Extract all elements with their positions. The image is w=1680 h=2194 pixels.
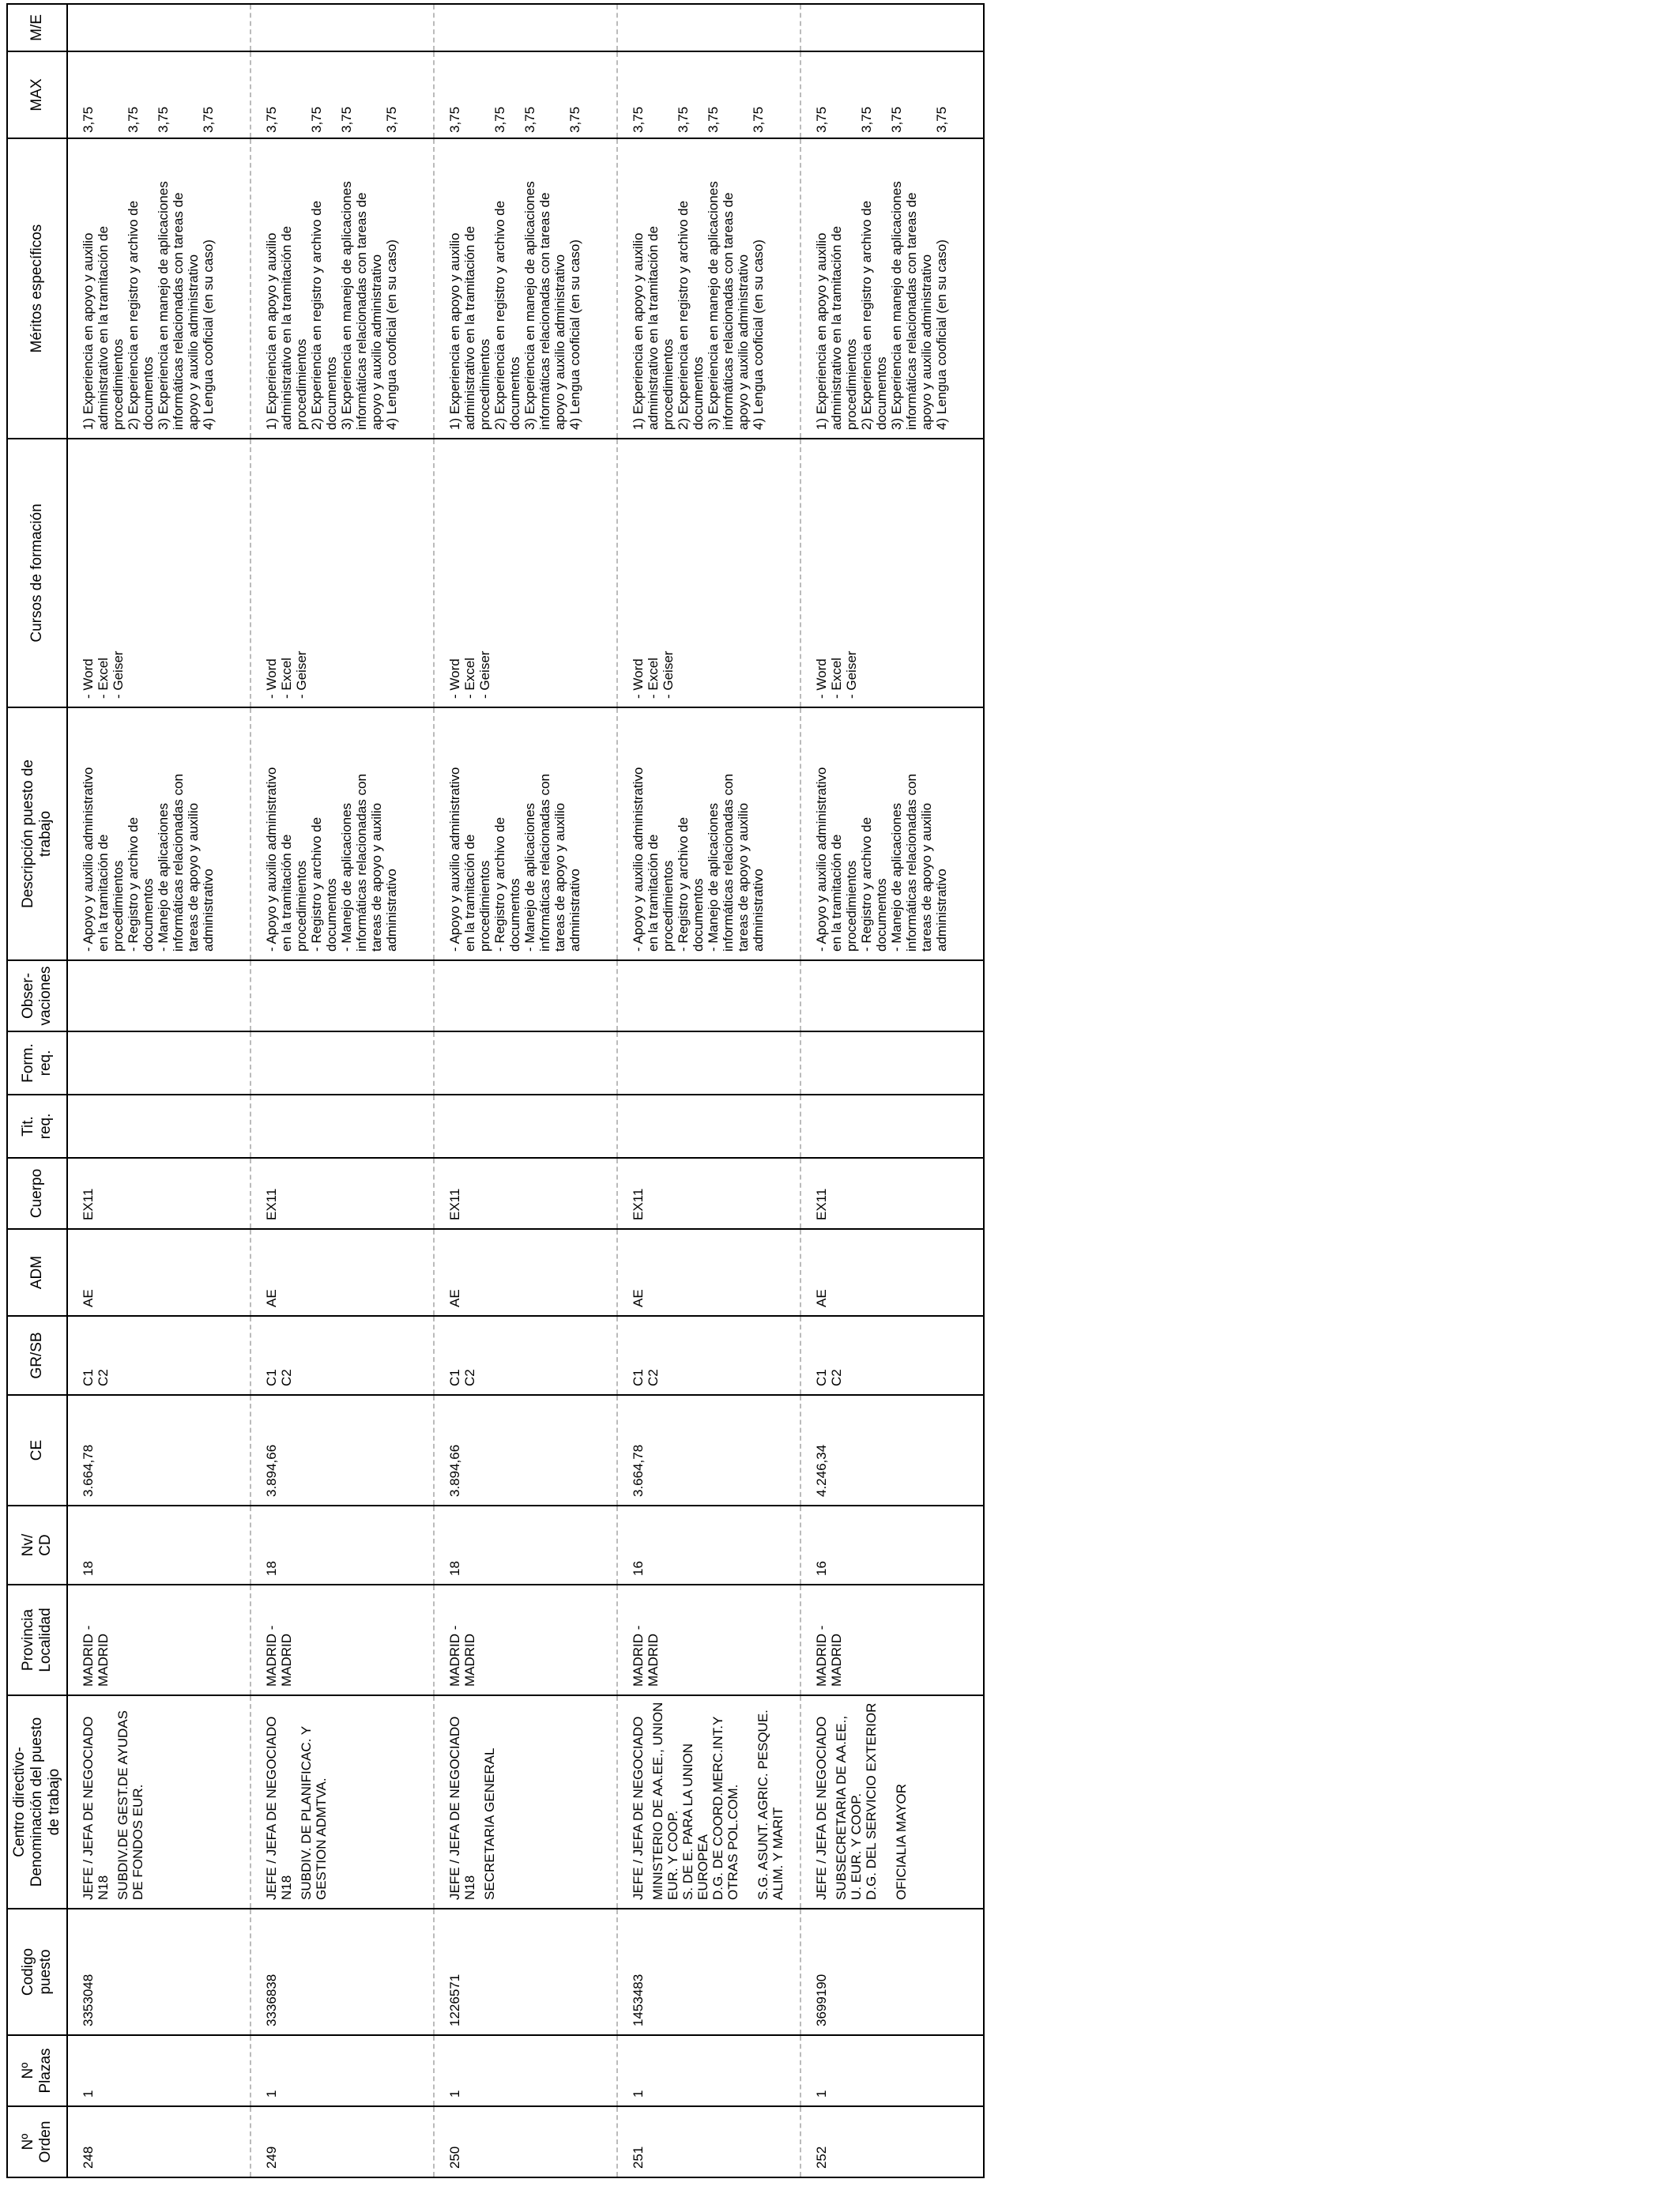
cell-grupo: C1 C2	[617, 1316, 800, 1395]
cell-centro-organo: MINISTERIO DE AA.EE., UNION EUR. Y COOP. S. DE E. PARA LA UNION EUROPEA D.G. DE COORD.MERC.INT.Y OTRAS POL.COM. S.G. ASUNT. AGRIC. PESQUE. ALIM. Y MARIT	[650, 1702, 785, 1900]
cell-adm: AE	[250, 1229, 434, 1316]
cell-ce: 3.664,78	[67, 1395, 250, 1506]
header-provincia: Provincia Localidad	[7, 1585, 67, 1695]
cell-meritos: 1) Experiencia en apoyo y auxilio administrativo en la tramitación de procedimientos 2) Experiencia en registro y archivo de documentos 3) Experiencia en manejo de aplicaciones informáticas relacionadas con tareas de apoyo y auxilio administrativo 4) Lengua cooficial (en su caso)	[67, 138, 250, 439]
cell-me	[434, 4, 617, 51]
cell-observaciones	[67, 960, 250, 1031]
cell-meritos: 1) Experiencia en apoyo y auxilio administrativo en la tramitación de procedimientos 2) Experiencia en registro y archivo de documentos 3) Experiencia en manejo de aplicaciones informáticas relacionadas con tareas de apoyo y auxilio administrativo 4) Lengua cooficial (en su caso)	[800, 138, 984, 439]
cell-centro-puesto: JEFE / JEFA DE NEGOCIADO N18	[81, 1716, 111, 1900]
cell-cursos: - Word - Excel - Geiser	[67, 439, 250, 707]
cell-ce: 3.894,66	[250, 1395, 434, 1506]
header-codigo: Codigo puesto	[7, 1909, 67, 2035]
cell-codigo: 3336838	[250, 1909, 434, 2035]
cell-max	[617, 51, 800, 138]
cell-meritos: 1) Experiencia en apoyo y auxilio administrativo en la tramitación de procedimientos 2) Experiencia en registro y archivo de documentos 3) Experiencia en manejo de aplicaciones informáticas relacionadas con tareas de apoyo y auxilio administrativo 4) Lengua cooficial (en su caso)	[434, 138, 617, 439]
cell-cursos: - Word - Excel - Geiser	[800, 439, 984, 707]
cell-plazas: 1	[617, 2035, 800, 2106]
max-value: 3,75	[814, 106, 829, 133]
max-value: 3,75	[631, 106, 646, 133]
cell-adm: AE	[617, 1229, 800, 1316]
cell-orden: 251	[617, 2106, 800, 2177]
cell-descripcion: - Apoyo y auxilio administrativo en la tramitación de procedimientos - Registro y archivo de documentos - Manejo de aplicaciones informáticas relacionadas con tareas de apoyo y auxilio administrativo	[250, 707, 434, 960]
cell-centro-puesto: JEFE / JEFA DE NEGOCIADO N18	[447, 1716, 477, 1900]
cell-adm: AE	[67, 1229, 250, 1316]
cell-formacion-req	[617, 1031, 800, 1095]
cell-titulacion	[67, 1095, 250, 1158]
cell-grupo: C1 C2	[434, 1316, 617, 1395]
cell-formacion-req	[434, 1031, 617, 1095]
header-meritos: Méritos específicos	[7, 138, 67, 439]
cell-orden: 248	[67, 2106, 250, 2177]
cell-orden: 249	[250, 2106, 434, 2177]
cell-plazas: 1	[800, 2035, 984, 2106]
cell-cursos: - Word - Excel - Geiser	[617, 439, 800, 707]
cell-cuerpo: EX11	[250, 1158, 434, 1229]
header-adm: ADM	[7, 1229, 67, 1316]
cell-observaciones	[250, 960, 434, 1031]
cell-titulacion	[617, 1095, 800, 1158]
cell-descripcion: - Apoyo y auxilio administrativo en la tramitación de procedimientos - Registro y archivo de documentos - Manejo de aplicaciones informáticas relacionadas con tareas de apoyo y auxilio administrativo	[617, 707, 800, 960]
header-nivel: Nv/ CD	[7, 1506, 67, 1585]
max-value: 3,75	[492, 106, 507, 133]
cell-centro-organo: SUBDIV. DE PLANIFICAC. Y GESTION ADMTVA.	[299, 1725, 329, 1900]
cell-centro	[800, 1695, 984, 1909]
cell-grupo: C1 C2	[250, 1316, 434, 1395]
cell-centro	[434, 1695, 617, 1909]
cell-centro	[617, 1695, 800, 1909]
max-value: 3,75	[309, 106, 324, 133]
header-plazas: Nº Plazas	[7, 2035, 67, 2106]
cell-max	[800, 51, 984, 138]
cell-nivel: 18	[250, 1506, 434, 1585]
header-me: M/E	[7, 4, 67, 51]
cell-plazas: 1	[250, 2035, 434, 2106]
header-centro: Centro directivo- Denominación del puesto de trabajo	[7, 1695, 67, 1909]
cell-max	[250, 51, 434, 138]
table-row	[617, 4, 800, 2177]
cell-centro-puesto: JEFE / JEFA DE NEGOCIADO	[631, 1716, 646, 1900]
header-max: MAX	[7, 51, 67, 138]
cell-me	[67, 4, 250, 51]
table-row	[250, 4, 434, 2177]
cell-cursos: - Word - Excel - Geiser	[434, 439, 617, 707]
cell-centro	[250, 1695, 434, 1909]
max-value: 3,75	[81, 106, 96, 133]
cell-codigo: 3353048	[67, 1909, 250, 2035]
header-grupo: GR/SB	[7, 1316, 67, 1395]
max-value: 3,75	[676, 106, 691, 133]
cell-cuerpo: EX11	[800, 1158, 984, 1229]
cell-ce: 4.246,34	[800, 1395, 984, 1506]
cell-centro-puesto: JEFE / JEFA DE NEGOCIADO	[814, 1716, 829, 1900]
max-value: 3,75	[384, 106, 399, 133]
cell-plazas: 1	[67, 2035, 250, 2106]
cell-observaciones	[800, 960, 984, 1031]
cell-me	[250, 4, 434, 51]
cell-centro-organo: SUBDIV.DE GEST.DE AYUDAS DE FONDOS EUR.	[115, 1710, 145, 1900]
cell-nivel: 16	[617, 1506, 800, 1585]
cell-centro	[67, 1695, 250, 1909]
cell-provincia: MADRID - MADRID	[434, 1585, 617, 1695]
table-row	[67, 4, 250, 2177]
cell-codigo: 1226571	[434, 1909, 617, 2035]
max-value: 3,75	[264, 106, 279, 133]
header-row	[7, 4, 67, 2177]
cell-titulacion	[434, 1095, 617, 1158]
cell-cuerpo: EX11	[67, 1158, 250, 1229]
cell-centro-puesto: JEFE / JEFA DE NEGOCIADO N18	[264, 1716, 294, 1900]
cell-plazas: 1	[434, 2035, 617, 2106]
cell-meritos: 1) Experiencia en apoyo y auxilio administrativo en la tramitación de procedimientos 2) Experiencia en registro y archivo de documentos 3) Experiencia en manejo de aplicaciones informáticas relacionadas con tareas de apoyo y auxilio administrativo 4) Lengua cooficial (en su caso)	[250, 138, 434, 439]
max-value: 3,75	[522, 106, 537, 133]
cell-descripcion: - Apoyo y auxilio administrativo en la tramitación de procedimientos - Registro y archivo de documentos - Manejo de aplicaciones informáticas relacionadas con tareas de apoyo y auxilio administrativo	[434, 707, 617, 960]
max-value: 3,75	[859, 106, 874, 133]
cell-formacion-req	[67, 1031, 250, 1095]
max-value: 3,75	[339, 106, 354, 133]
cell-provincia: MADRID - MADRID	[67, 1585, 250, 1695]
header-formacion-req: Form. req.	[7, 1031, 67, 1095]
cell-nivel: 18	[67, 1506, 250, 1585]
max-value: 3,75	[567, 106, 582, 133]
cell-me	[800, 4, 984, 51]
cell-ce: 3.894,66	[434, 1395, 617, 1506]
header-orden: Nº Orden	[7, 2106, 67, 2177]
cell-formacion-req	[250, 1031, 434, 1095]
cell-cursos: - Word - Excel - Geiser	[250, 439, 434, 707]
cell-descripcion: - Apoyo y auxilio administrativo en la tramitación de procedimientos - Registro y archivo de documentos - Manejo de aplicaciones informáticas relacionadas con tareas de apoyo y auxilio administrativo	[800, 707, 984, 960]
cell-ce: 3.664,78	[617, 1395, 800, 1506]
cell-descripcion: - Apoyo y auxilio administrativo en la tramitación de procedimientos - Registro y archivo de documentos - Manejo de aplicaciones informáticas relacionadas con tareas de apoyo y auxilio administrativo	[67, 707, 250, 960]
cell-centro-organo: SUBSECRETARIA DE AA.EE., U. EUR. Y COOP. D.G. DEL SERVICIO EXTERIOR OFICIALIA MAYOR	[834, 1702, 909, 1900]
cell-nivel: 18	[434, 1506, 617, 1585]
cell-orden: 252	[800, 2106, 984, 2177]
max-value: 3,75	[447, 106, 462, 133]
cell-max	[67, 51, 250, 138]
job-positions-table	[6, 3, 985, 2178]
cell-adm: AE	[434, 1229, 617, 1316]
cell-centro-organo: SECRETARIA GENERAL	[482, 1747, 497, 1900]
cell-cuerpo: EX11	[434, 1158, 617, 1229]
max-value: 3,75	[126, 106, 141, 133]
cell-provincia: MADRID - MADRID	[617, 1585, 800, 1695]
max-value: 3,75	[706, 106, 721, 133]
cell-observaciones	[434, 960, 617, 1031]
max-value: 3,75	[934, 106, 949, 133]
header-ce: CE	[7, 1395, 67, 1506]
table-row	[800, 4, 984, 2177]
header-descripcion: Descripción puesto de trabajo	[7, 707, 67, 960]
cell-max	[434, 51, 617, 138]
max-value: 3,75	[201, 106, 216, 133]
cell-meritos: 1) Experiencia en apoyo y auxilio administrativo en la tramitación de procedimientos 2) Experiencia en registro y archivo de documentos 3) Experiencia en manejo de aplicaciones informáticas relacionadas con tareas de apoyo y auxilio administrativo 4) Lengua cooficial (en su caso)	[617, 138, 800, 439]
header-observaciones: Obser- vaciones	[7, 960, 67, 1031]
header-cuerpo: Cuerpo	[7, 1158, 67, 1229]
cell-orden: 250	[434, 2106, 617, 2177]
cell-nivel: 16	[800, 1506, 984, 1585]
cell-titulacion	[800, 1095, 984, 1158]
cell-codigo: 1453483	[617, 1909, 800, 2035]
max-value: 3,75	[751, 106, 766, 133]
cell-provincia: MADRID - MADRID	[800, 1585, 984, 1695]
cell-grupo: C1 C2	[800, 1316, 984, 1395]
max-value: 3,75	[156, 106, 171, 133]
cell-grupo: C1 C2	[67, 1316, 250, 1395]
cell-cuerpo: EX11	[617, 1158, 800, 1229]
table-row	[434, 4, 617, 2177]
cell-codigo: 3699190	[800, 1909, 984, 2035]
header-cursos: Cursos de formación	[7, 439, 67, 707]
cell-provincia: MADRID - MADRID	[250, 1585, 434, 1695]
header-titulacion: Tit. req.	[7, 1095, 67, 1158]
cell-me	[617, 4, 800, 51]
cell-observaciones	[617, 960, 800, 1031]
cell-formacion-req	[800, 1031, 984, 1095]
max-value: 3,75	[889, 106, 904, 133]
cell-titulacion	[250, 1095, 434, 1158]
cell-adm: AE	[800, 1229, 984, 1316]
